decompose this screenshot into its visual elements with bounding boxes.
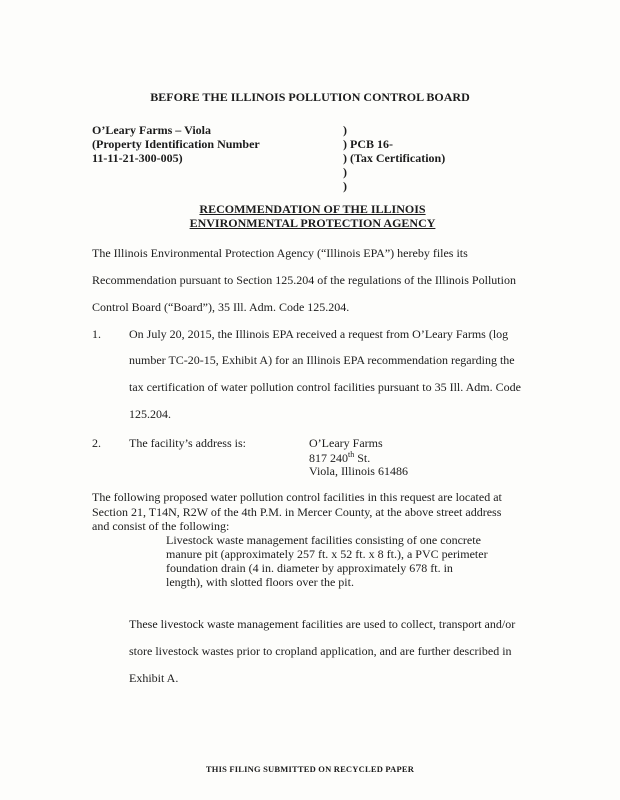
- location-line: Section 21, T14N, R2W of the 4th P.M. in Mercer County, at the above street address: [92, 505, 502, 519]
- item-1-line: On July 20, 2015, the Illinois EPA received a request from O’Leary Farms (log: [129, 327, 509, 341]
- caption-bracket: ): [343, 123, 347, 137]
- caption-case-number: ) PCB 16-: [343, 137, 393, 151]
- item-1-line: number TC-20-15, Exhibit A) for an Illinois EPA recommendation regarding the: [129, 353, 515, 367]
- intro-line: Control Board (“Board”), 35 Ill. Adm. Code 125.204.: [92, 300, 350, 314]
- board-heading: BEFORE THE ILLINOIS POLLUTION CONTROL BOARD: [150, 90, 470, 104]
- document-title-line-1: RECOMMENDATION OF THE ILLINOIS: [199, 202, 426, 216]
- facility-description-line: manure pit (approximately 257 ft. x 52 ft. x 8 ft.), a PVC perimeter: [166, 547, 488, 561]
- closing-line: Exhibit A.: [129, 671, 179, 685]
- closing-line: These livestock waste management facilities are used to collect, transport and/or: [129, 617, 516, 631]
- item-1-line: tax certification of water pollution control facilities pursuant to 35 Ill. Adm. Code: [129, 380, 521, 394]
- facility-description-line: length), with slotted floors over the pit.: [166, 575, 354, 589]
- intro-line: The Illinois Environmental Protection Agency (“Illinois EPA”) hereby files its: [92, 246, 468, 260]
- caption-property-id-label: (Property Identification Number: [92, 137, 260, 151]
- caption-bracket: ): [343, 179, 347, 193]
- caption-case-type: ) (Tax Certification): [343, 151, 446, 165]
- recycled-paper-footer: THIS FILING SUBMITTED ON RECYCLED PAPER: [205, 764, 415, 774]
- intro-line: Recommendation pursuant to Section 125.204 of the regulations of the Illinois Pollution: [92, 273, 516, 287]
- caption-party: O’Leary Farms – Viola: [92, 123, 211, 137]
- location-line: The following proposed water pollution control facilities in this request are located at: [92, 490, 502, 504]
- caption-property-id: 11-11-21-300-005): [92, 151, 183, 165]
- address-street: 817 240th St.: [309, 450, 371, 465]
- address-city: Viola, Illinois 61486: [309, 464, 408, 478]
- document-title-line-2: ENVIRONMENTAL PROTECTION AGENCY: [189, 216, 436, 230]
- facility-description-line: Livestock waste management facilities consisting of one concrete: [166, 533, 481, 547]
- item-1-line: 125.204.: [129, 407, 171, 421]
- closing-line: store livestock wastes prior to cropland application, and are further described in: [129, 644, 512, 658]
- caption-bracket: ): [343, 165, 347, 179]
- item-2-label: The facility’s address is:: [129, 436, 246, 450]
- location-line: and consist of the following:: [92, 519, 230, 533]
- address-name: O’Leary Farms: [309, 436, 383, 450]
- facility-description-line: foundation drain (4 in. diameter by approximately 678 ft. in: [166, 561, 453, 575]
- item-1-number: 1.: [92, 327, 101, 341]
- item-2-number: 2.: [92, 436, 101, 450]
